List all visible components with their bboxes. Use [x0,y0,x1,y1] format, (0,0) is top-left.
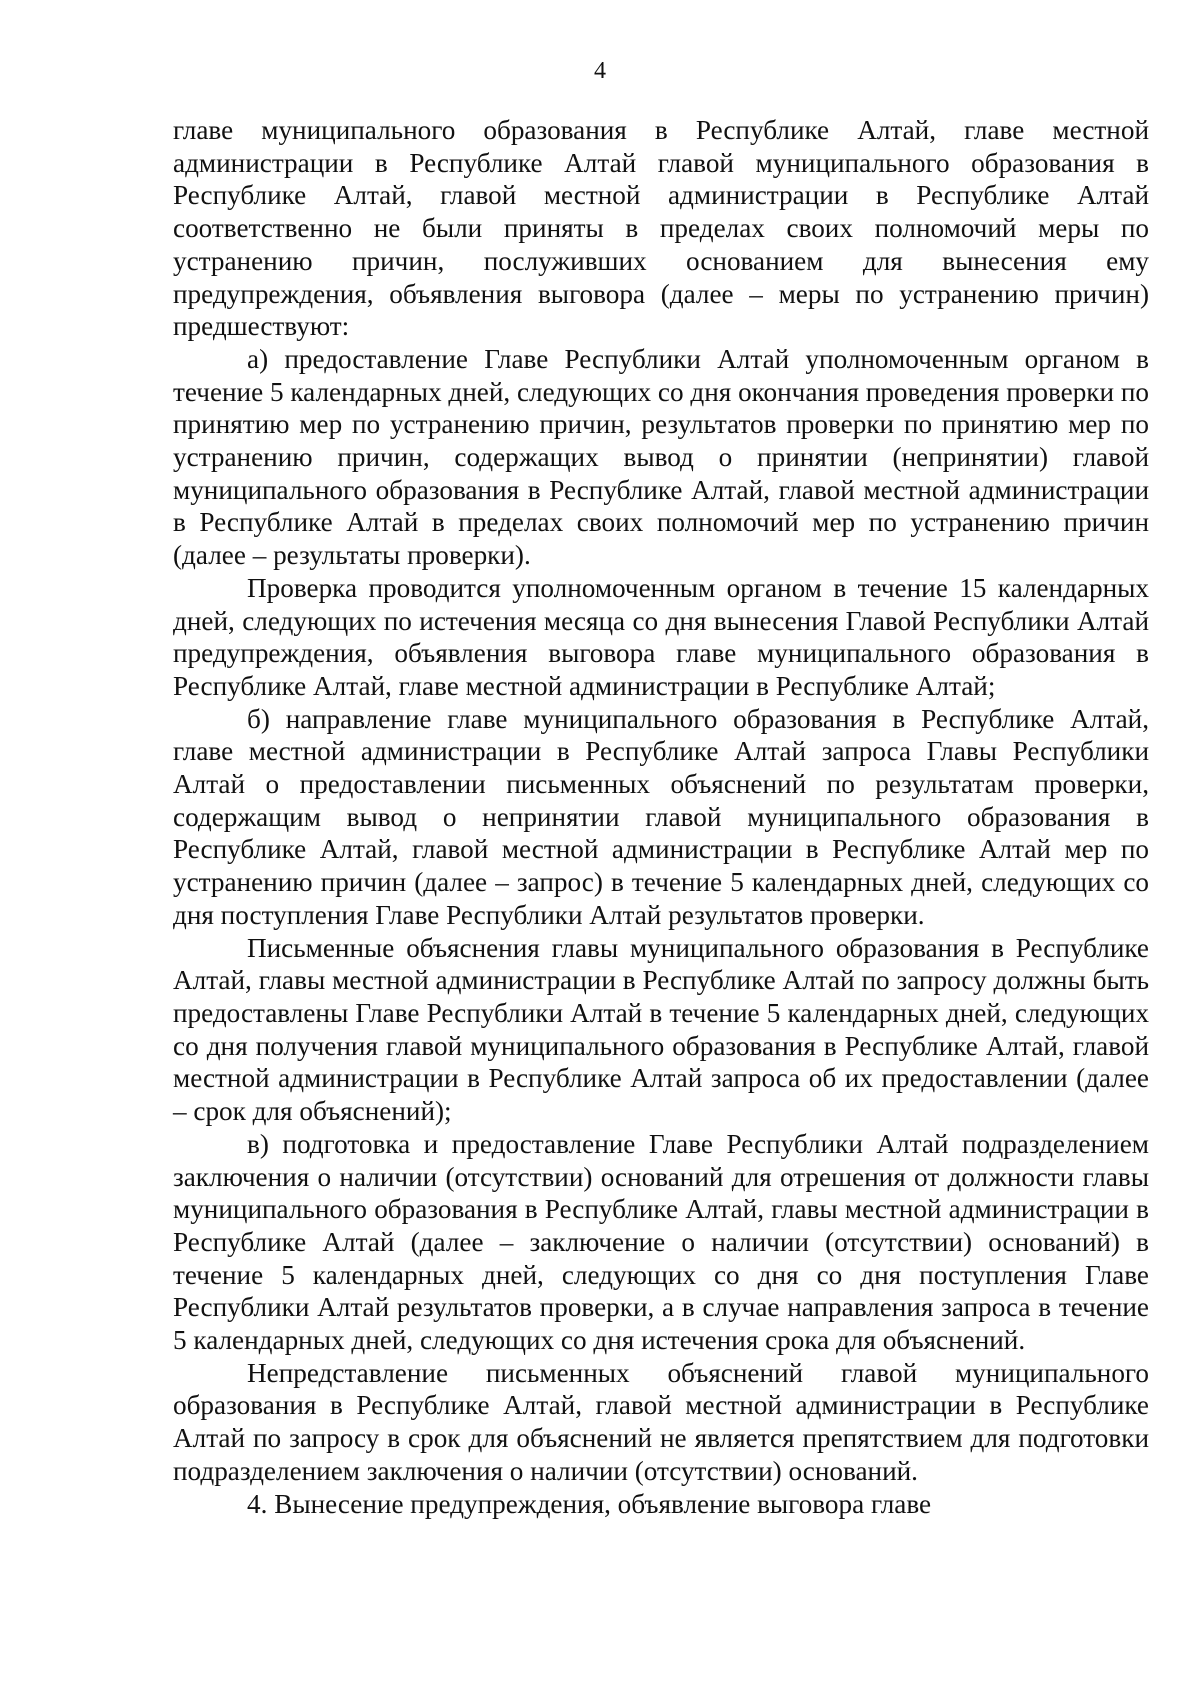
paragraph-2: а) предоставление Главе Республики Алтай уполномоченным органом в течение 5 календарных дней, следующих со дня окончания проведения проверки по принятию мер по устранению причин, результатов проверки по принятию мер по устранению причин, содержащих вывод о принятии (непринятии) главой муниципального образования в Республике Алтай, главой местной администрации в Республике Алтай в пределах своих полномочий мер по устранению причин (далее – результаты проверки). [173,343,1149,571]
paragraph-8: 4. Вынесение предупреждения, объявление выговора главе [247,1488,932,1519]
document-body [173,114,1149,1520]
paragraph-5: Письменные объяснения главы муниципального образования в Республике Алтай, главы местной администрации в Республике Алтай по запросу должны быть предоставлены Главе Республики Алтай в течение 5 календарных дней, следующих со дня получения главой муниципального образования в Республике Алтай, главой местной администрации в Республике Алтай запроса об их предоставлении (далее – срок для объяснений); [173,932,1149,1127]
paragraph-4: б) направление главе муниципального образования в Республике Алтай, главе местной администрации в Республике Алтай запроса Главы Республики Алтай о предоставлении письменных объяснений по результатам проверки, содержащим вывод о непринятии главой муниципального образования в Республике Алтай, главой местной администрации в Республике Алтай мер по устранению причин (далее – запрос) в течение 5 календарных дней, следующих со дня поступления Главе Республики Алтай результатов проверки. [173,703,1149,930]
paragraph-7: Непредставление письменных объяснений главой муниципального образования в Республике Алтай, главой местной администрации в Республике Алтай по запросу в срок для объяснений не является препятствием для подготовки подразделением заключения о наличии (отсутствии) оснований. [173,1357,1149,1486]
paragraph-3: Проверка проводится уполномоченным органом в течение 15 календарных дней, следующих по истечения месяца со дня вынесения Главой Республики Алтай предупреждения, объявления выговора главе муниципального образования в Республике Алтай, главе местной администрации в Республике Алтай; [173,572,1149,701]
paragraph-6: в) подготовка и предоставление Главе Республики Алтай подразделением заключения о наличии (отсутствии) оснований для отрешения от должности главы муниципального образования в Республике Алтай, главы местной администрации в Республике Алтай (далее – заключение о наличии (отсутствии) оснований) в течение 5 календарных дней, следующих со дня со дня поступления Главе Республики Алтай результатов проверки, а в случае направления запроса в течение 5 календарных дней, следующих со дня истечения срока для объяснений. [173,1128,1149,1356]
page-number: 4 [594,58,606,84]
paragraph-1: главе муниципального образования в Республике Алтай, главе местной администрации в Республике Алтай главой муниципального образования в Республике Алтай, главой местной администрации в Республике Алтай соответственно не были приняты в пределах своих полномочий меры по устранению причин, послуживших основанием для вынесения ему предупреждения, объявления выговора (далее – меры по устранению причин) предшествуют: [173,115,1149,342]
